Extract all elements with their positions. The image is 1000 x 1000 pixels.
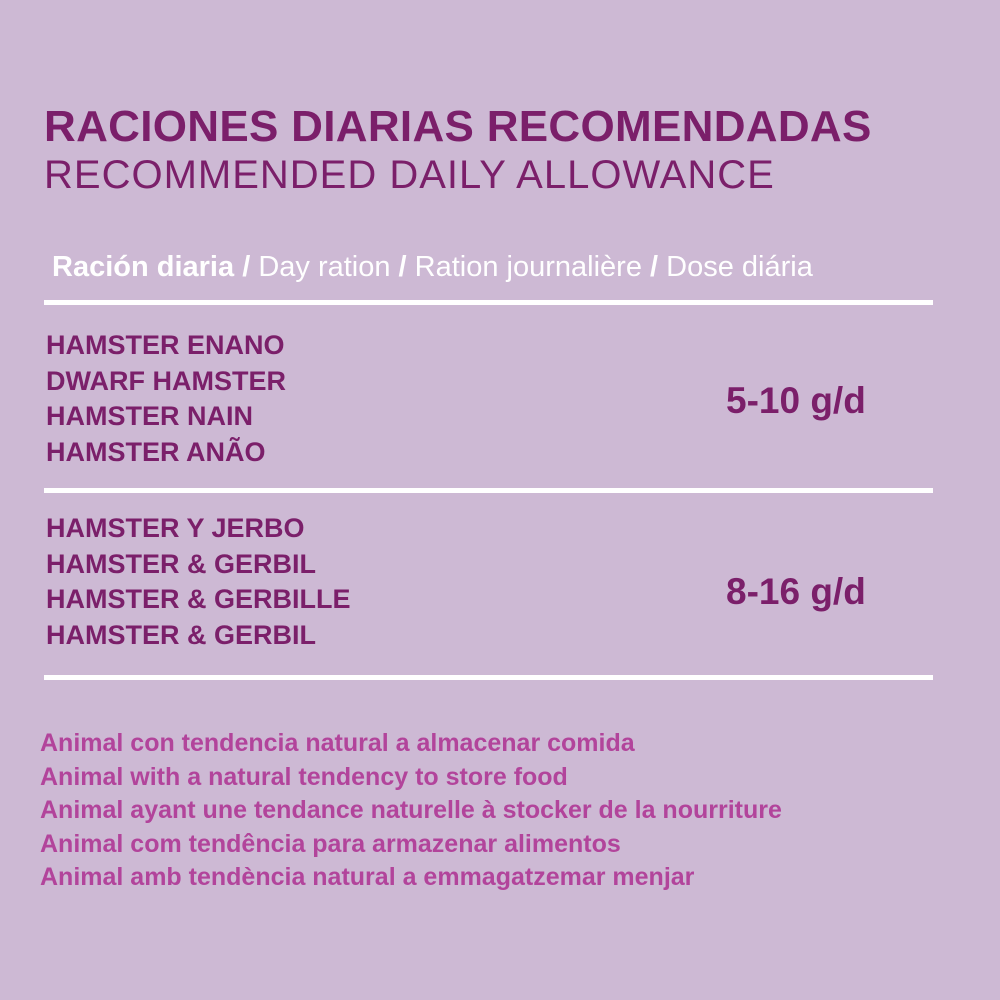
divider-top [44, 300, 933, 305]
note-es: Animal con tendencia natural a almacenar comida [40, 729, 635, 757]
note-fr: Animal ayant une tendance naturelle à stocker de la nourriture [40, 796, 782, 824]
divider-middle [44, 488, 933, 493]
ration-separator: / [242, 251, 251, 283]
animal-name-en: HAMSTER & GERBIL [46, 548, 316, 579]
animal-name-es: HAMSTER ENANO [46, 330, 285, 360]
animal-name-ca: HAMSTER & GERBIL [46, 619, 316, 650]
animal-name-fr: HAMSTER & GERBILLE [46, 584, 351, 614]
page-subtitle: RECOMMENDED DAILY ALLOWANCE [44, 153, 775, 197]
note-en: Animal with a natural tendency to store food [40, 762, 568, 791]
row-dwarf-hamster-ration: 5-10 g/d [726, 380, 866, 421]
ration-label-fr: Ration journalière [414, 251, 642, 283]
ration-separator: / [398, 251, 407, 283]
ration-label-pt: Dose diária [666, 251, 813, 283]
row-hamster-gerbil-names [46, 511, 351, 653]
row-dwarf-hamster-names [46, 328, 286, 470]
animal-name-fr: HAMSTER NAIN [46, 401, 253, 431]
ration-label-es: Ración diaria [52, 251, 235, 283]
divider-bottom [44, 675, 933, 680]
ration-separator: / [650, 251, 659, 283]
ration-label-en: Day ration [258, 251, 391, 283]
note-pt: Animal com tendência para armazenar alimentos [40, 829, 621, 858]
note-ca: Animal amb tendència natural a emmagatzemar menjar [40, 863, 695, 891]
notes-block [40, 727, 782, 895]
row-hamster-gerbil-ration: 8-16 g/d [726, 571, 866, 612]
animal-name-pt: HAMSTER ANÃO [46, 436, 266, 467]
ration-header [52, 250, 813, 285]
animal-name-en: DWARF HAMSTER [46, 365, 286, 396]
animal-name-es: HAMSTER Y JERBO [46, 513, 305, 543]
page-title: RACIONES DIARIAS RECOMENDADAS [44, 102, 872, 151]
